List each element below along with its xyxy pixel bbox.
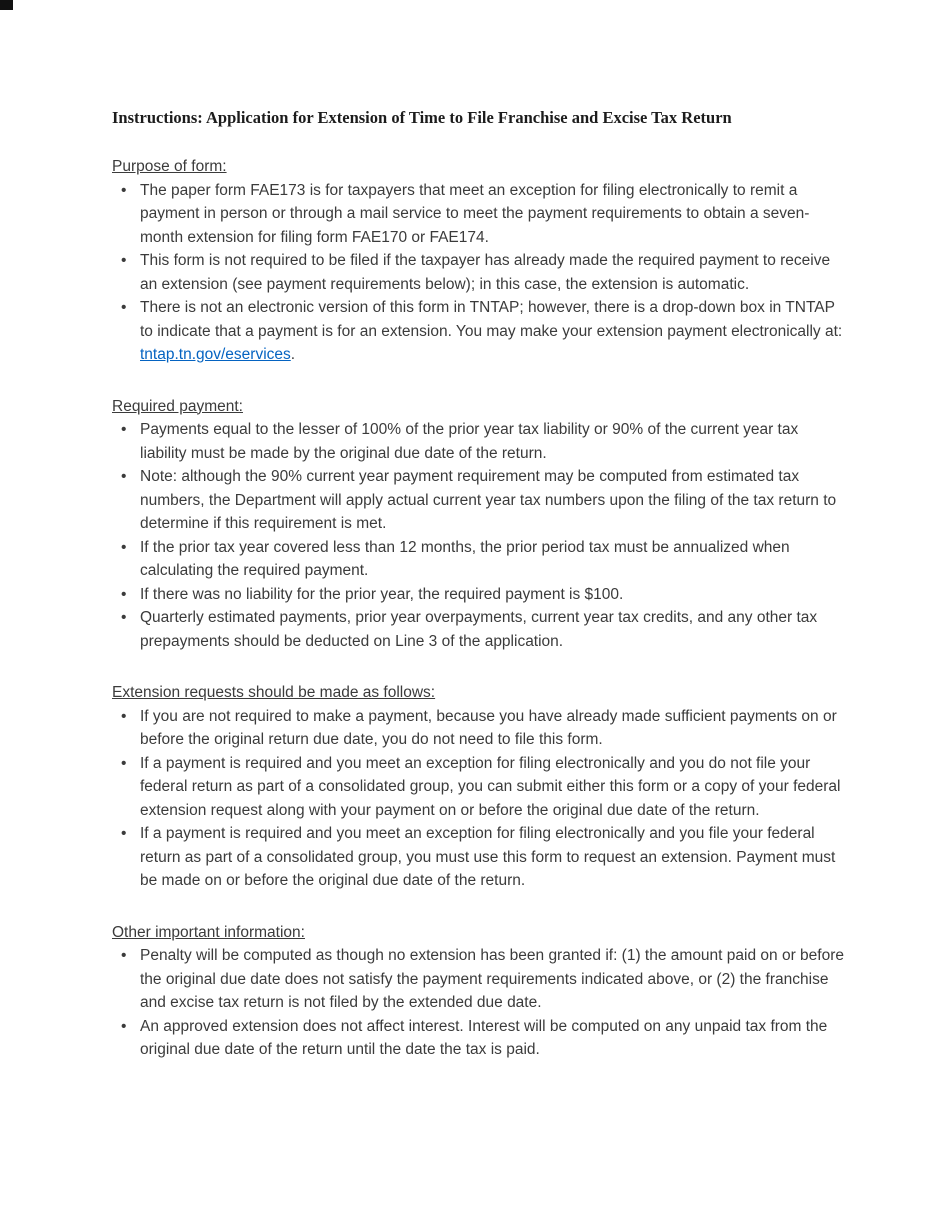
bullet-item: • Payments equal to the lesser of 100% of the prior year tax liability or 90% of the current year tax liability must be made by the original due date of the return.	[112, 418, 846, 465]
bullet-item: • Penalty will be computed as though no extension has been granted if: (1) the amount paid on or before the original due date does not satisfy the payment requirements indicated above, or (2) the franchise and excise tax return is not filed by the extended due date.	[112, 944, 846, 1015]
bullet-item-with-link	[112, 296, 846, 367]
section-heading-other-information: Other important information:	[112, 923, 305, 941]
bullet-text-after-link: .	[290, 346, 296, 363]
scan-corner-artifact	[0, 0, 13, 10]
bullet-item: • If the prior tax year covered less than 12 months, the prior period tax must be annualized when calculating the required payment.	[112, 536, 846, 583]
bullet-list-extension-requests	[112, 705, 846, 893]
document-title: Instructions: Application for Extension of Time to File Franchise and Excise Tax Return	[112, 108, 732, 127]
bullet-item: • An approved extension does not affect interest. Interest will be computed on any unpaid tax from the original due date of the return until the date the tax is paid.	[112, 1015, 846, 1062]
section-heading-extension-requests: Extension requests should be made as follows:	[112, 684, 436, 701]
bullet-item: • If a payment is required and you meet an exception for filing electronically and you file your federal return as part of a consolidated group, you must use this form to request an extension. Payment must be made on or before the original due date of the return.	[112, 822, 846, 893]
eservices-link[interactable]: tntap.tn.gov/eservices	[140, 346, 291, 363]
section-other-information	[112, 921, 846, 1062]
bullet-text-before-link: There is not an electronic version of this form in TNTAP; however, there is a drop-down box in TNTAP to indicate that a payment is for an extension. You may make your extension payment electronically at:	[140, 299, 843, 340]
section-heading-required-payment: Required payment:	[112, 397, 243, 415]
bullet-item: • The paper form FAE173 is for taxpayers that meet an exception for filing electronically to remit a payment in person or through a mail service to meet the payment requirements to obtain a seven-month extension for filing form FAE170 or FAE174.	[112, 179, 846, 250]
bullet-item: • This form is not required to be filed if the taxpayer has already made the required payment to receive an extension (see payment requirements below); in this case, the extension is automatic.	[112, 249, 846, 296]
bullet-item: • If there was no liability for the prior year, the required payment is $100.	[112, 583, 846, 607]
bullet-item: • Quarterly estimated payments, prior year overpayments, current year tax credits, and any other tax prepayments should be deducted on Line 3 of the application.	[112, 606, 846, 653]
bullet-list-required-payment	[112, 418, 846, 653]
bullet-item: • If you are not required to make a payment, because you have already made sufficient payments on or before the original return due date, you do not need to file this form.	[112, 705, 846, 752]
bullet-item: • If a payment is required and you meet an exception for filing electronically and you do not file your federal return as part of a consolidated group, you can submit either this form or a copy of your federal extension request along with your payment on or before the original due date of the return.	[112, 752, 846, 823]
section-extension-requests	[112, 681, 846, 893]
bullet-item: • Note: although the 90% current year payment requirement may be computed from estimated tax numbers, the Department will apply actual current year tax numbers upon the filing of the tax return to determine if this requirement is met.	[112, 465, 846, 536]
bullet-list-purpose	[112, 179, 846, 367]
section-purpose-of-form	[112, 155, 846, 367]
section-heading-purpose: Purpose of form:	[112, 158, 227, 175]
section-required-payment	[112, 395, 846, 654]
bullet-list-other-information	[112, 944, 846, 1062]
